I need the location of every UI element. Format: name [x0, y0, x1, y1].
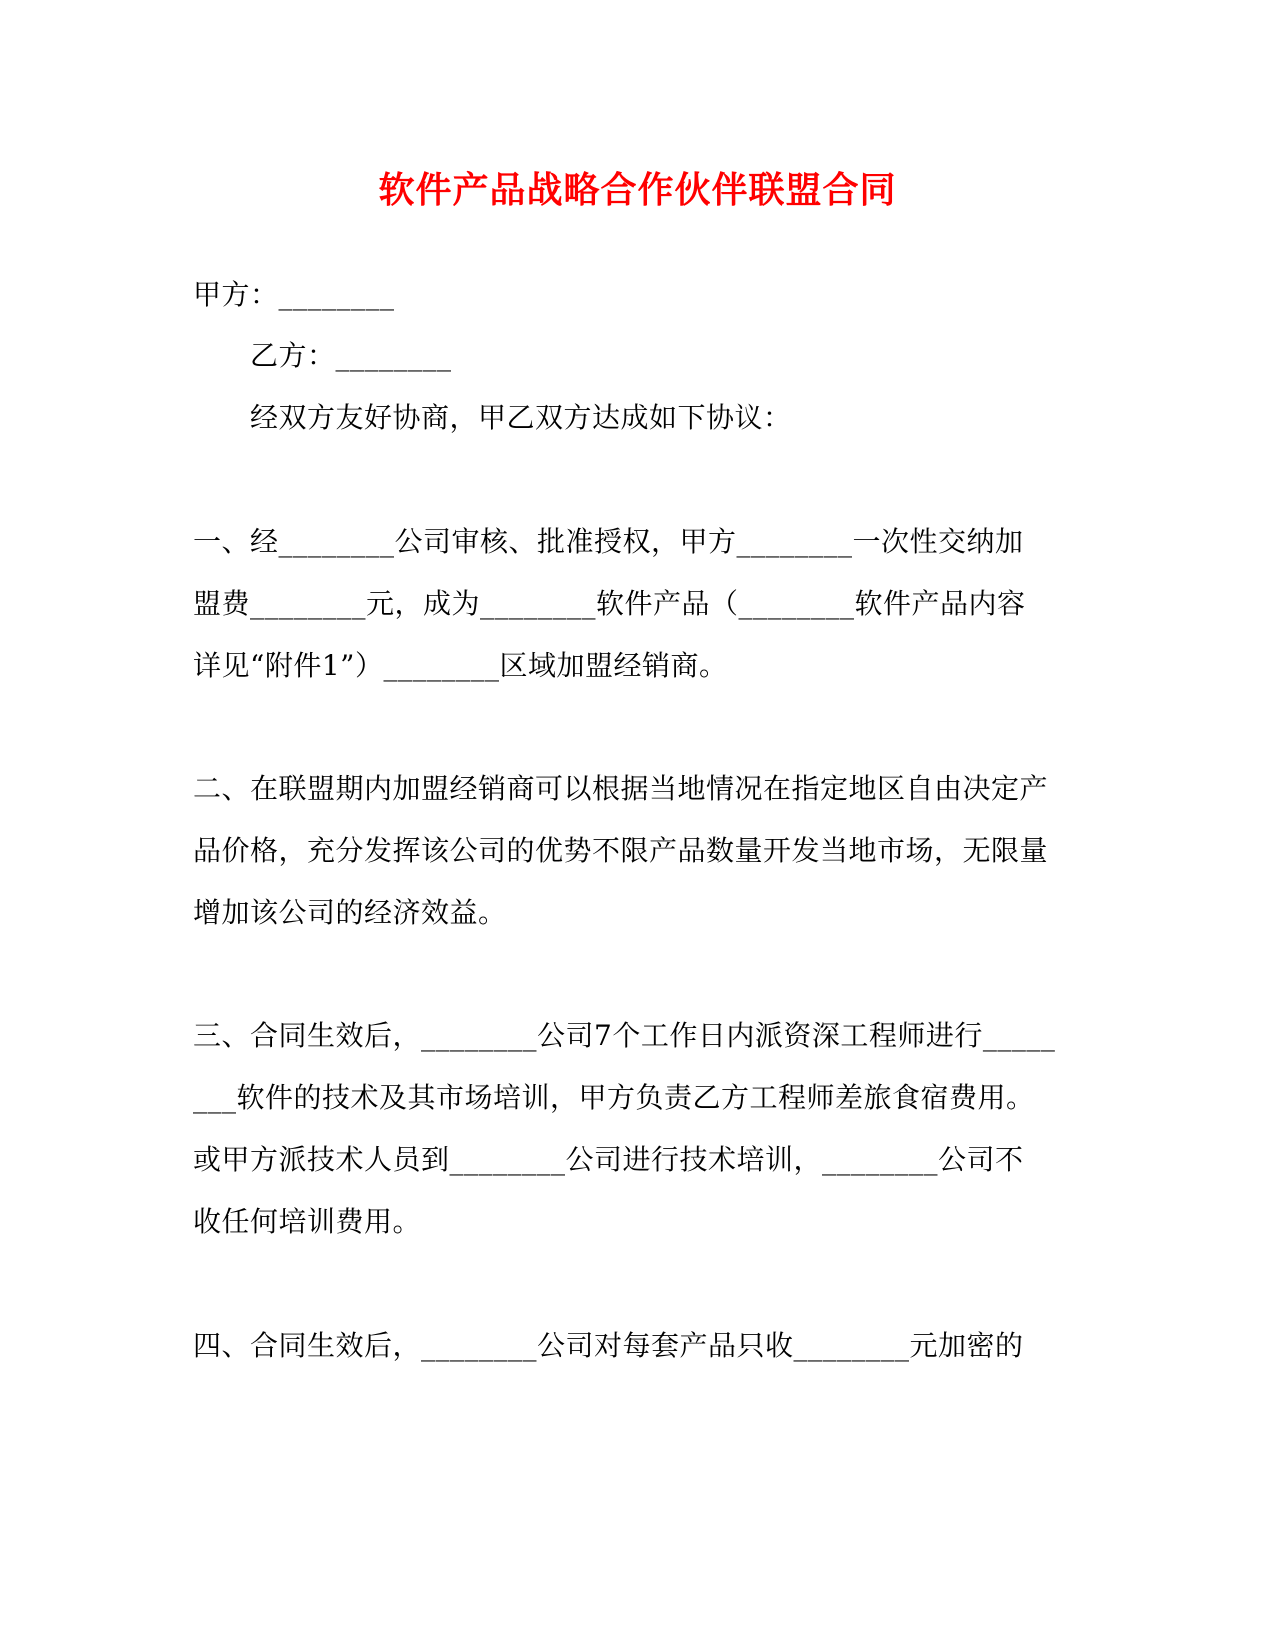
party-b-line: 乙方：________ — [250, 339, 452, 372]
clause-3-line-2: ___软件的技术及其市场培训，甲方负责乙方工程师差旅食宿费用。 — [193, 1081, 1035, 1114]
document-title: 软件产品战略合作伙伴联盟合同 — [378, 169, 897, 211]
clause-1-line-3: 详见“附件1”）________区域加盟经销商。 — [193, 649, 728, 682]
clause-2-line-3: 增加该公司的经济效益。 — [193, 896, 507, 929]
clause-1-line-2: 盟费________元，成为________软件产品（________软件产品内容 — [193, 587, 1026, 620]
clause-2-line-1: 二、在联盟期内加盟经销商可以根据当地情况在指定地区自由决定产 — [193, 772, 1049, 805]
party-a-line: 甲方：________ — [193, 278, 395, 311]
clause-2-line-2: 品价格，充分发挥该公司的优势不限产品数量开发当地市场，无限量 — [193, 834, 1049, 867]
clause-3-line-3: 或甲方派技术人员到________公司进行技术培训，________公司不 — [193, 1143, 1024, 1176]
clause-3-line-4: 收任何培训费用。 — [193, 1205, 422, 1238]
clause-3-line-1: 三、合同生效后，________公司7个工作日内派资深工程师进行_____ — [193, 1019, 1056, 1052]
intro-text: 经双方友好协商，甲乙双方达成如下协议： — [250, 401, 792, 434]
clause-1-line-1: 一、经________公司审核、批准授权，甲方________一次性交纳加 — [193, 525, 1024, 558]
clause-4-line-1: 四、合同生效后，________公司对每套产品只收________元加密的 — [193, 1329, 1024, 1362]
